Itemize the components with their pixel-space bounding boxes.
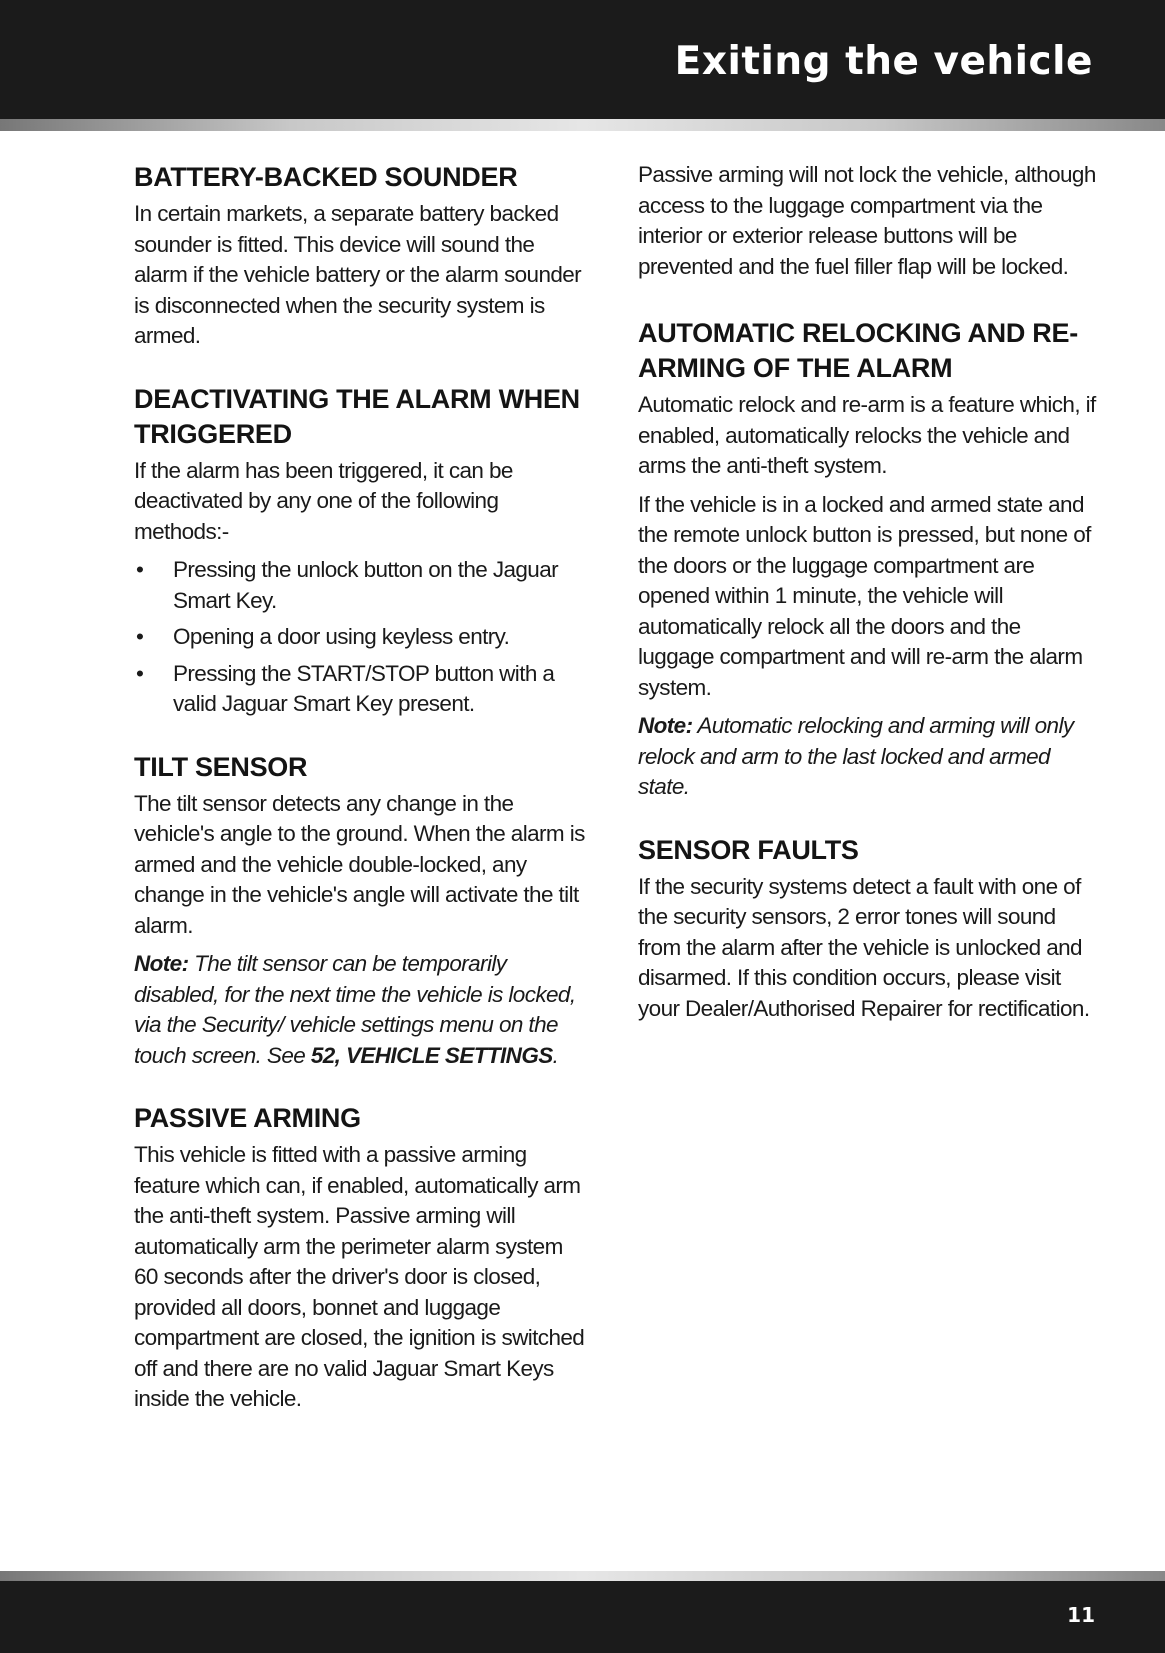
section-heading: PASSIVE ARMING [134, 1103, 361, 1133]
right-column [638, 160, 1100, 1054]
page-number: 11 [1067, 1603, 1095, 1627]
note-end: . [552, 1042, 559, 1068]
section-passive-arming-continued [638, 160, 1100, 282]
section-heading: DEACTIVATING THE ALARM WHEN TRIGGERED [134, 383, 580, 449]
section-body: This vehicle is fitted with a passive arming feature which can, if enabled, automatically arm the anti-theft system. Passive arming will automatically arm the perimeter alarm system 60 seconds after the driver's door is closed, provided all doors, bonnet and luggage compartment are closed, the ignition is switched off and there are no valid Jaguar Smart Keys inside the vehicle. [134, 1142, 585, 1411]
left-column [134, 160, 592, 1445]
list-item [134, 622, 592, 653]
section-body: If the security systems detect a fault with one of the security sensors, 2 error tones will sound from the alarm after the vehicle is unlocked and disarmed. If this condition occurs, please visit your Dealer/Authorised Repairer for rectification. [638, 873, 1090, 1021]
bullet-icon: • [136, 660, 144, 686]
section-body: The tilt sensor detects any change in the vehicle's angle to the ground. When the alarm is armed and the vehicle double-locked, any change in the vehicle's angle will activate the tilt alarm. [134, 790, 585, 938]
section-body: Automatic relock and re-arm is a feature which, if enabled, automatically relocks the vehicle and arms the anti-theft system. [638, 392, 1096, 478]
section-passive-arming [134, 1101, 592, 1415]
list-item-text: Pressing the START/STOP button with a valid Jaguar Smart Key present. [173, 660, 555, 716]
section-automatic-relocking [638, 316, 1100, 803]
list-item-text: Opening a door using keyless entry. [173, 624, 510, 649]
section-heading: TILT SENSOR [134, 751, 308, 782]
bullet-icon: • [136, 557, 144, 582]
list-item [134, 555, 592, 616]
section-body: If the vehicle is in a locked and armed state and the remote unlock button is pressed, but none of the doors or the luggage compartment are opened within 1 minute, the vehicle will automatically relock all the doors and the luggage compartment and will re-arm the alarm system. [638, 491, 1091, 700]
section-tilt-sensor [134, 750, 592, 1072]
header-divider [0, 119, 1165, 131]
note-label: Note: [638, 713, 693, 738]
section-sensor-faults [638, 833, 1100, 1025]
section-deactivating-alarm [134, 382, 592, 720]
page-footer [0, 1581, 1165, 1653]
section-heading: AUTOMATIC RELOCKING AND RE-ARMING OF THE ALARM [638, 318, 1078, 383]
note [638, 711, 1100, 803]
page-title: Exiting the vehicle [674, 39, 1093, 84]
methods-list [134, 555, 592, 720]
footer-divider [0, 1571, 1165, 1581]
section-heading: SENSOR FAULTS [638, 834, 859, 865]
note-text: The tilt sensor can be temporarily disabled, for the next time the vehicle is locked, via the Security/ vehicle settings menu on the touch screen. See [134, 951, 576, 1068]
list-item [134, 659, 592, 720]
section-battery-backed-sounder [134, 160, 592, 352]
note-label: Note: [134, 951, 189, 976]
section-intro: If the alarm has been triggered, it can be deactivated by any one of the following methods:- [134, 457, 513, 544]
page-header [0, 0, 1165, 119]
section-heading: BATTERY-BACKED SOUNDER [134, 162, 518, 192]
bullet-icon: • [136, 624, 144, 649]
section-body: In certain markets, a separate battery backed sounder is fitted. This device will sound the alarm if the vehicle battery or the alarm sounder is disconnected when the security system is armed. [134, 201, 582, 348]
list-item-text: Pressing the unlock button on the Jaguar Smart Key. [173, 557, 559, 613]
note [134, 949, 592, 1071]
section-body: Passive arming will not lock the vehicle, although access to the luggage compartment via the interior or exterior release buttons will be prevented and the fuel filler flap will be locked. [638, 162, 1096, 279]
note-text: Automatic relocking and arming will only relock and arm to the last locked and armed state. [638, 713, 1074, 799]
cross-reference-link[interactable]: 52, VEHICLE SETTINGS [310, 1042, 553, 1068]
